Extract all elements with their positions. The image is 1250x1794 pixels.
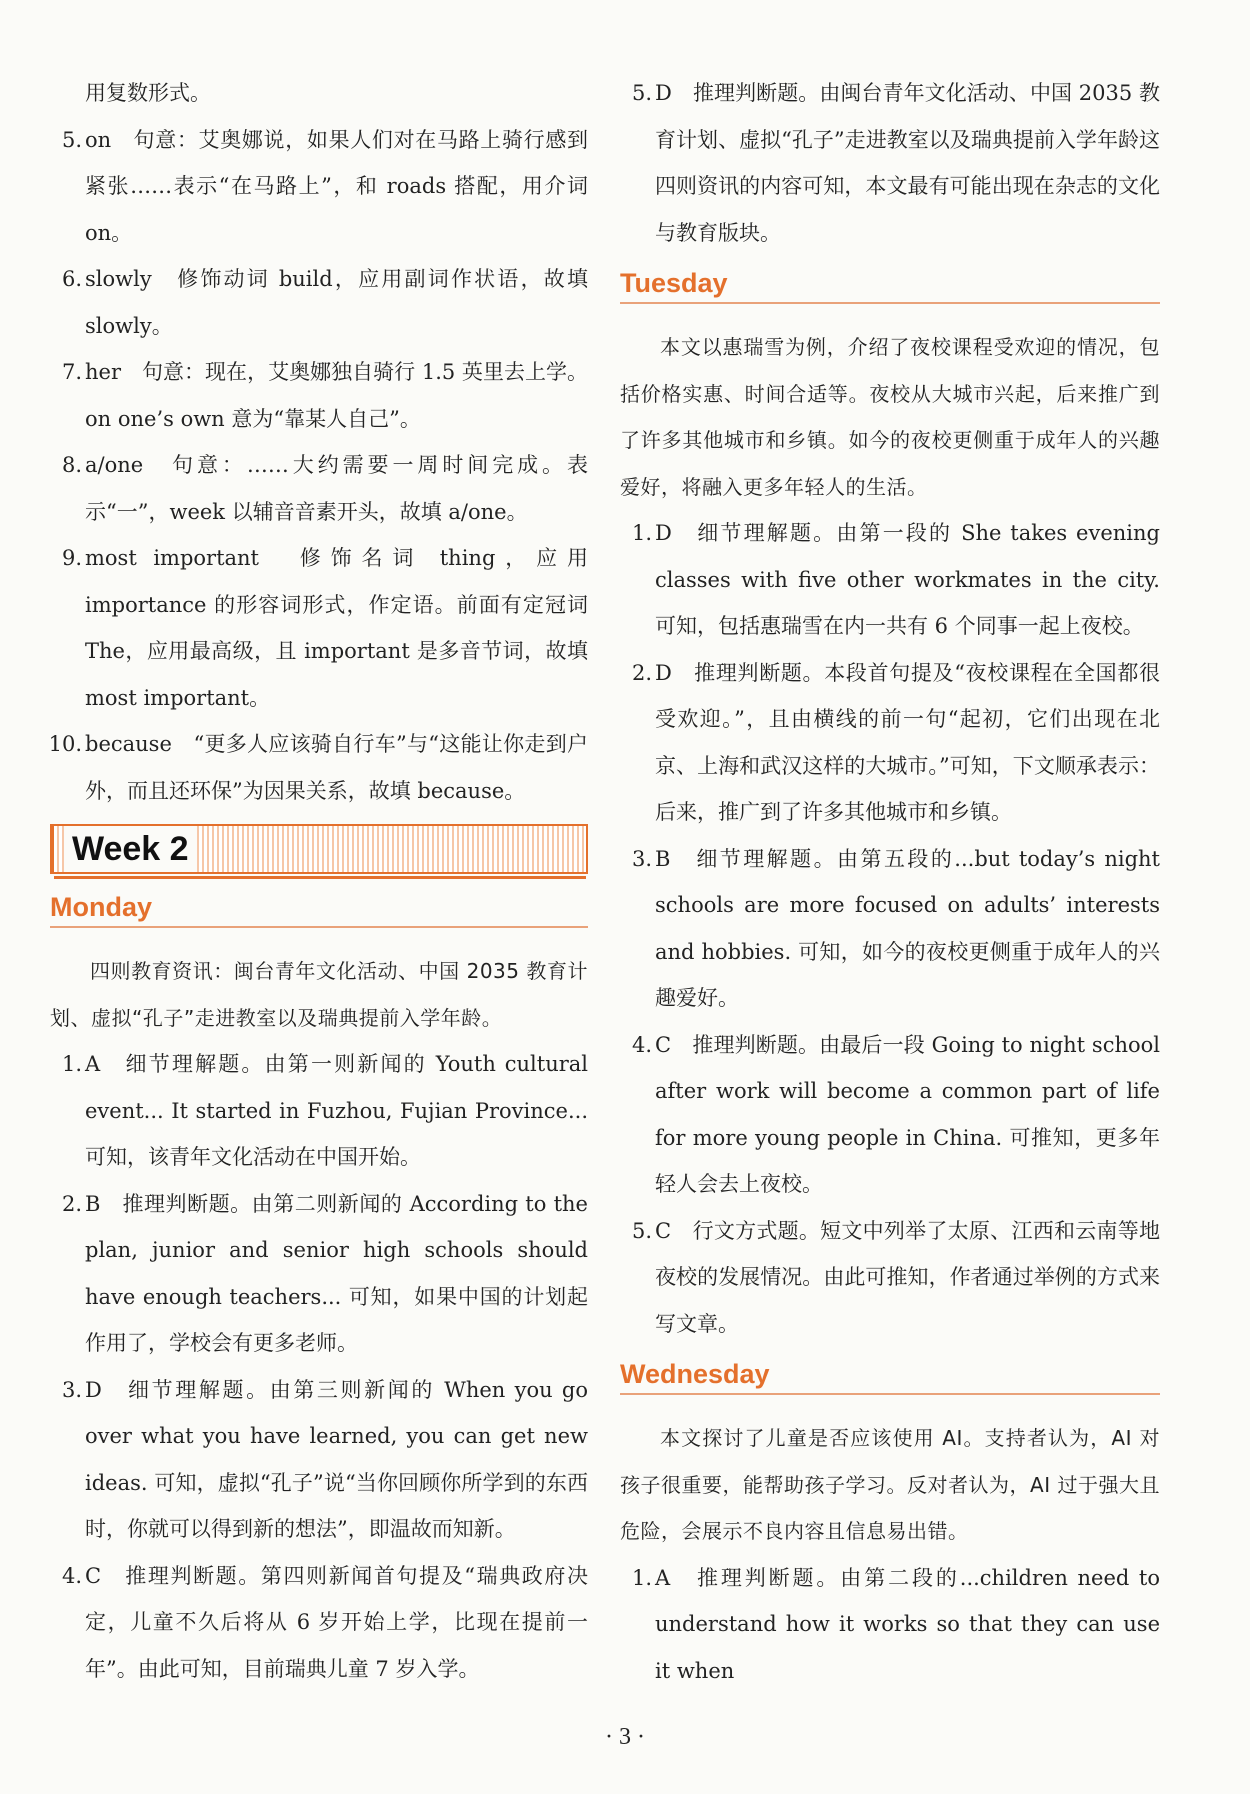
answer-item: 1. D 细节理解题。由第一段的 She takes evening classes with five other workmates in the city. 可知，包括惠瑞雪在内一共有 6 个同事一起上夜校。 <box>631 521 1160 638</box>
section-intro: 本文探讨了儿童是否应该使用 AI。支持者认为，AI 对孩子很重要，能帮助孩子学习。反对者认为，AI 过于强大且危险，会展示不良内容且信息易出错。 <box>620 1426 1160 1543</box>
answer-item: 2. B 推理判断题。由第二则新闻的 According to the plan, junior and senior high schools should have enough teachers... 可知，如果中国的计划起作用了，学校会有更多老师。 <box>61 1191 588 1355</box>
answer-item: 10. because “更多人应该骑自行车”与“这能让你走到户外，而且还环保”为因果关系，故填 because。 <box>48 732 588 803</box>
answer-item: 2. D 推理判断题。本段首句提及“夜校课程在全国都很受欢迎。”，且由横线的前一句“起初，它们出现在北京、上海和武汉这样的大城市。”可知，下文顺承表示：后来，推广到了许多其他城市和乡镇。 <box>631 660 1160 824</box>
section-heading-tuesday: Tuesday <box>620 264 1160 304</box>
page-number: · 3 · <box>605 1724 645 1750</box>
answer-item: 9. most important 修饰名词 thing，应用 importance 的形容词形式，作定语。前面有定冠词 The，应用最高级，且 important 是多音节词，故填 most important。 <box>61 546 588 710</box>
section-intro: 本文以惠瑞雪为例，介绍了夜校课程受欢迎的情况，包括价格实惠、时间合适等。夜校从大城市兴起，后来推广到了许多其他城市和乡镇。如今的夜校更侧重于成年人的兴趣爱好，将融入更多年轻人的生活。 <box>620 335 1160 499</box>
answer-item: 1. A 推理判断题。由第二段的...children need to understand how it works so that they can use it when <box>631 1565 1160 1683</box>
section-heading-wednesday: Wednesday <box>620 1355 1160 1395</box>
right-column <box>620 70 1160 1694</box>
answer-item: 3. D 细节理解题。由第三则新闻的 When you go over what you have learned, you can get new ideas. 可知，虚拟“孔子”说“当你回顾你所学到的东西时，你就可以得到新的想法”，即温故而知新。 <box>61 1377 588 1541</box>
answer-item: 8. a/one 句意：……大约需要一周时间完成。表示“一”，week 以辅音音素开头，故填 a/one。 <box>61 453 588 524</box>
answer-item: 6. slowly 修饰动词 build，应用副词作状语，故填 slowly。 <box>61 267 588 338</box>
answer-item: 4. C 推理判断题。由最后一段 Going to night school after work will become a common part of life for more young people in China. 可推知，更多年轻人会去上夜校。 <box>631 1032 1160 1196</box>
answer-item: 4. C 推理判断题。第四则新闻首句提及“瑞典政府决定，儿童不久后将从 6 岁开始上学，比现在提前一年”。由此可知，目前瑞典儿童 7 岁入学。 <box>61 1563 588 1681</box>
continued-text: 用复数形式。 <box>85 81 211 105</box>
answer-item: 7. her 句意：现在，艾奥娜独自骑行 1.5 英里去上学。on one’s own 意为“靠某人自己”。 <box>61 360 588 431</box>
week-title: Week 2 <box>64 826 197 872</box>
week-banner <box>50 824 588 874</box>
answer-item: 5. on 句意：艾奥娜说，如果人们对在马路上骑行感到紧张……表示“在马路上”，和 roads 搭配，用介词 on。 <box>61 127 588 245</box>
answer-item: 5. C 行文方式题。短文中列举了太原、江西和云南等地夜校的发展情况。由此可推知，作者通过举例的方式来写文章。 <box>631 1218 1160 1336</box>
left-column <box>50 70 588 1692</box>
answer-item: 1. A 细节理解题。由第一则新闻的 Youth cultural event... It started in Fuzhou, Fujian Province... 可知，该青年文化活动在中国开始。 <box>61 1052 588 1169</box>
answer-item: 3. B 细节理解题。由第五段的...but today’s night schools are more focused on adults’ interests and hobbies. 可知，如今的夜校更侧重于成年人的兴趣爱好。 <box>631 846 1160 1010</box>
answer-item: 5. D 推理判断题。由闽台青年文化活动、中国 2035 教育计划、虚拟“孔子”走进教室以及瑞典提前入学年龄这四则资讯的内容可知，本文最有可能出现在杂志的文化与教育版块。 <box>631 81 1160 245</box>
section-intro: 四则教育资讯：闽台青年文化活动、中国 2035 教育计划、虚拟“孔子”走进教室以及瑞典提前入学年龄。 <box>50 959 588 1030</box>
section-heading-monday: Monday <box>50 888 588 928</box>
